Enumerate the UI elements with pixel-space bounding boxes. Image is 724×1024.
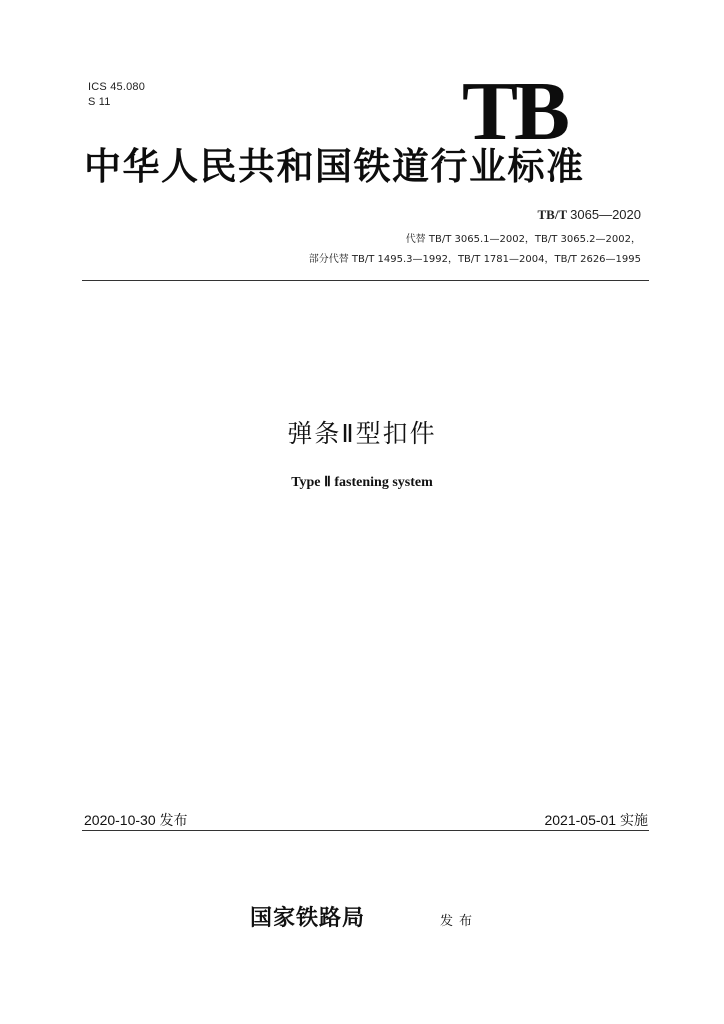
issuer-label: 发布 [440,914,479,929]
document-title-cn: 弹条Ⅱ型扣件 [287,419,437,448]
top-divider [82,280,649,281]
document-title-en: Type Ⅱ fastening system [291,475,433,490]
standard-number-prefix: TB/T [537,207,571,222]
tb-logo: TB [462,65,567,158]
ics-code: ICS 45.080 [88,81,146,93]
issuer-name: 国家铁路局 [250,905,366,931]
standard-category-title: 中华人民共和国铁道行业标准 [84,145,585,188]
standard-number-value: 3065—2020 [570,207,641,222]
replaces-line: 代替 TB/T 3065.1—2002，TB/T 3065.2—2002， [405,234,641,245]
partial-replaces-line: 部分代替 TB/T 1495.3—1992，TB/T 1781—2004，TB/T 2626—1995 [308,254,641,265]
standard-number [538,207,641,223]
implementation-date: 2021-05-01 实施 [544,812,648,828]
issue-date: 2020-10-30 发布 [84,812,188,828]
bottom-divider [82,830,649,831]
ccs-code: S 11 [88,96,111,108]
